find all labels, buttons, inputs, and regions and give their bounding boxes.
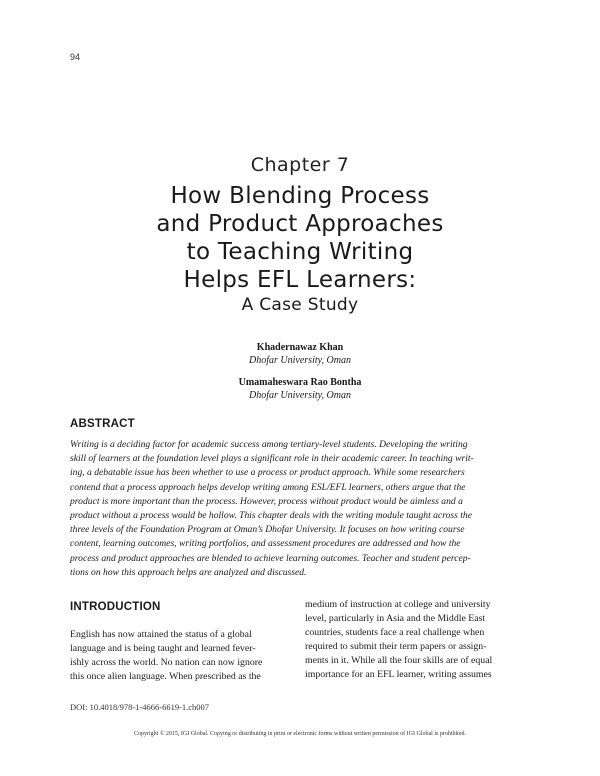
body-line: English has now attained the status of a global <box>70 629 252 640</box>
body-line: required to submit their term papers or assign- <box>305 641 487 653</box>
introduction-heading: INTRODUCTION <box>70 601 161 613</box>
abstract-line: contend that a process approach helps develop writing among ESL/EFL learners, others argue that the <box>70 481 466 493</box>
body-line: countries, students face a real challenge when <box>305 627 485 639</box>
chapter-label: Chapter 7 <box>250 154 350 176</box>
introduction-left-column <box>70 628 285 684</box>
author-name: Umamaheswara Rao Bontha <box>238 377 362 388</box>
abstract-body <box>70 438 530 580</box>
page-number: 94 <box>70 52 81 62</box>
body-line: language and is being taught and learned fever- <box>70 643 256 655</box>
abstract-line: process and product approaches are blended to achieve learning outcomes. Teacher and student percep- <box>70 552 471 564</box>
abstract-line: three levels of the Foundation Program at Oman’s Dhofar University. It focuses on how writing course <box>70 524 465 536</box>
copyright-notice: Copyright © 2015, IGI Global. Copying or distributing in print or electronic forms without written permission of IGI Global is prohibited. <box>133 731 466 737</box>
abstract-heading: ABSTRACT <box>70 418 135 430</box>
author-block <box>0 341 600 367</box>
abstract-line: skill of learners at the foundation level plays a significant role in their academic career. In teaching writ- <box>70 453 474 465</box>
body-line: importance for an EFL learner, writing assumes <box>305 669 492 681</box>
body-line: ishly across the world. No nation can now ignore <box>70 657 263 669</box>
title-line: and Product Approaches <box>156 211 444 237</box>
title-line: How Blending Process <box>170 183 430 209</box>
introduction-right-column <box>305 598 530 683</box>
abstract-line: product is more important than the process. However, process without product would be aimless and a <box>70 495 463 507</box>
abstract-line: tions on how this approach helps are analyzed and discussed. <box>70 566 307 578</box>
author-affiliation: Dhofar University, Oman <box>249 390 351 401</box>
author-affiliation: Dhofar University, Oman <box>249 355 351 366</box>
body-line: ments in it. While all the four skills are of equal <box>305 655 493 667</box>
abstract-line: ing, a debatable issue has been whether to use a process or product approach. While some researchers <box>70 467 465 479</box>
doi-footnote: DOI: 10.4018/978-1-4666-6619-1.ch007 <box>70 702 210 712</box>
body-line: this once alien language. When prescribed as the <box>70 671 261 683</box>
author-block <box>0 376 600 402</box>
chapter-subtitle: A Case Study <box>241 295 359 315</box>
abstract-line: product without a process would be hollow. This chapter deals with the writing module taught across the <box>70 510 472 522</box>
body-line: level, particularly in Asia and the Middle East <box>305 613 486 625</box>
abstract-line: content, learning outcomes, writing portfolios, and assessment procedures are addressed and how the <box>70 538 461 550</box>
body-line: medium of instruction at college and university <box>305 599 491 610</box>
chapter-title <box>0 182 600 316</box>
title-line: to Teaching Writing <box>186 239 414 265</box>
abstract-line: Writing is a deciding factor for academic success among tertiary-level students. Developing the writing <box>70 439 468 450</box>
author-name: Khadernawaz Khan <box>256 342 344 353</box>
title-line: Helps EFL Learners: <box>183 267 417 293</box>
